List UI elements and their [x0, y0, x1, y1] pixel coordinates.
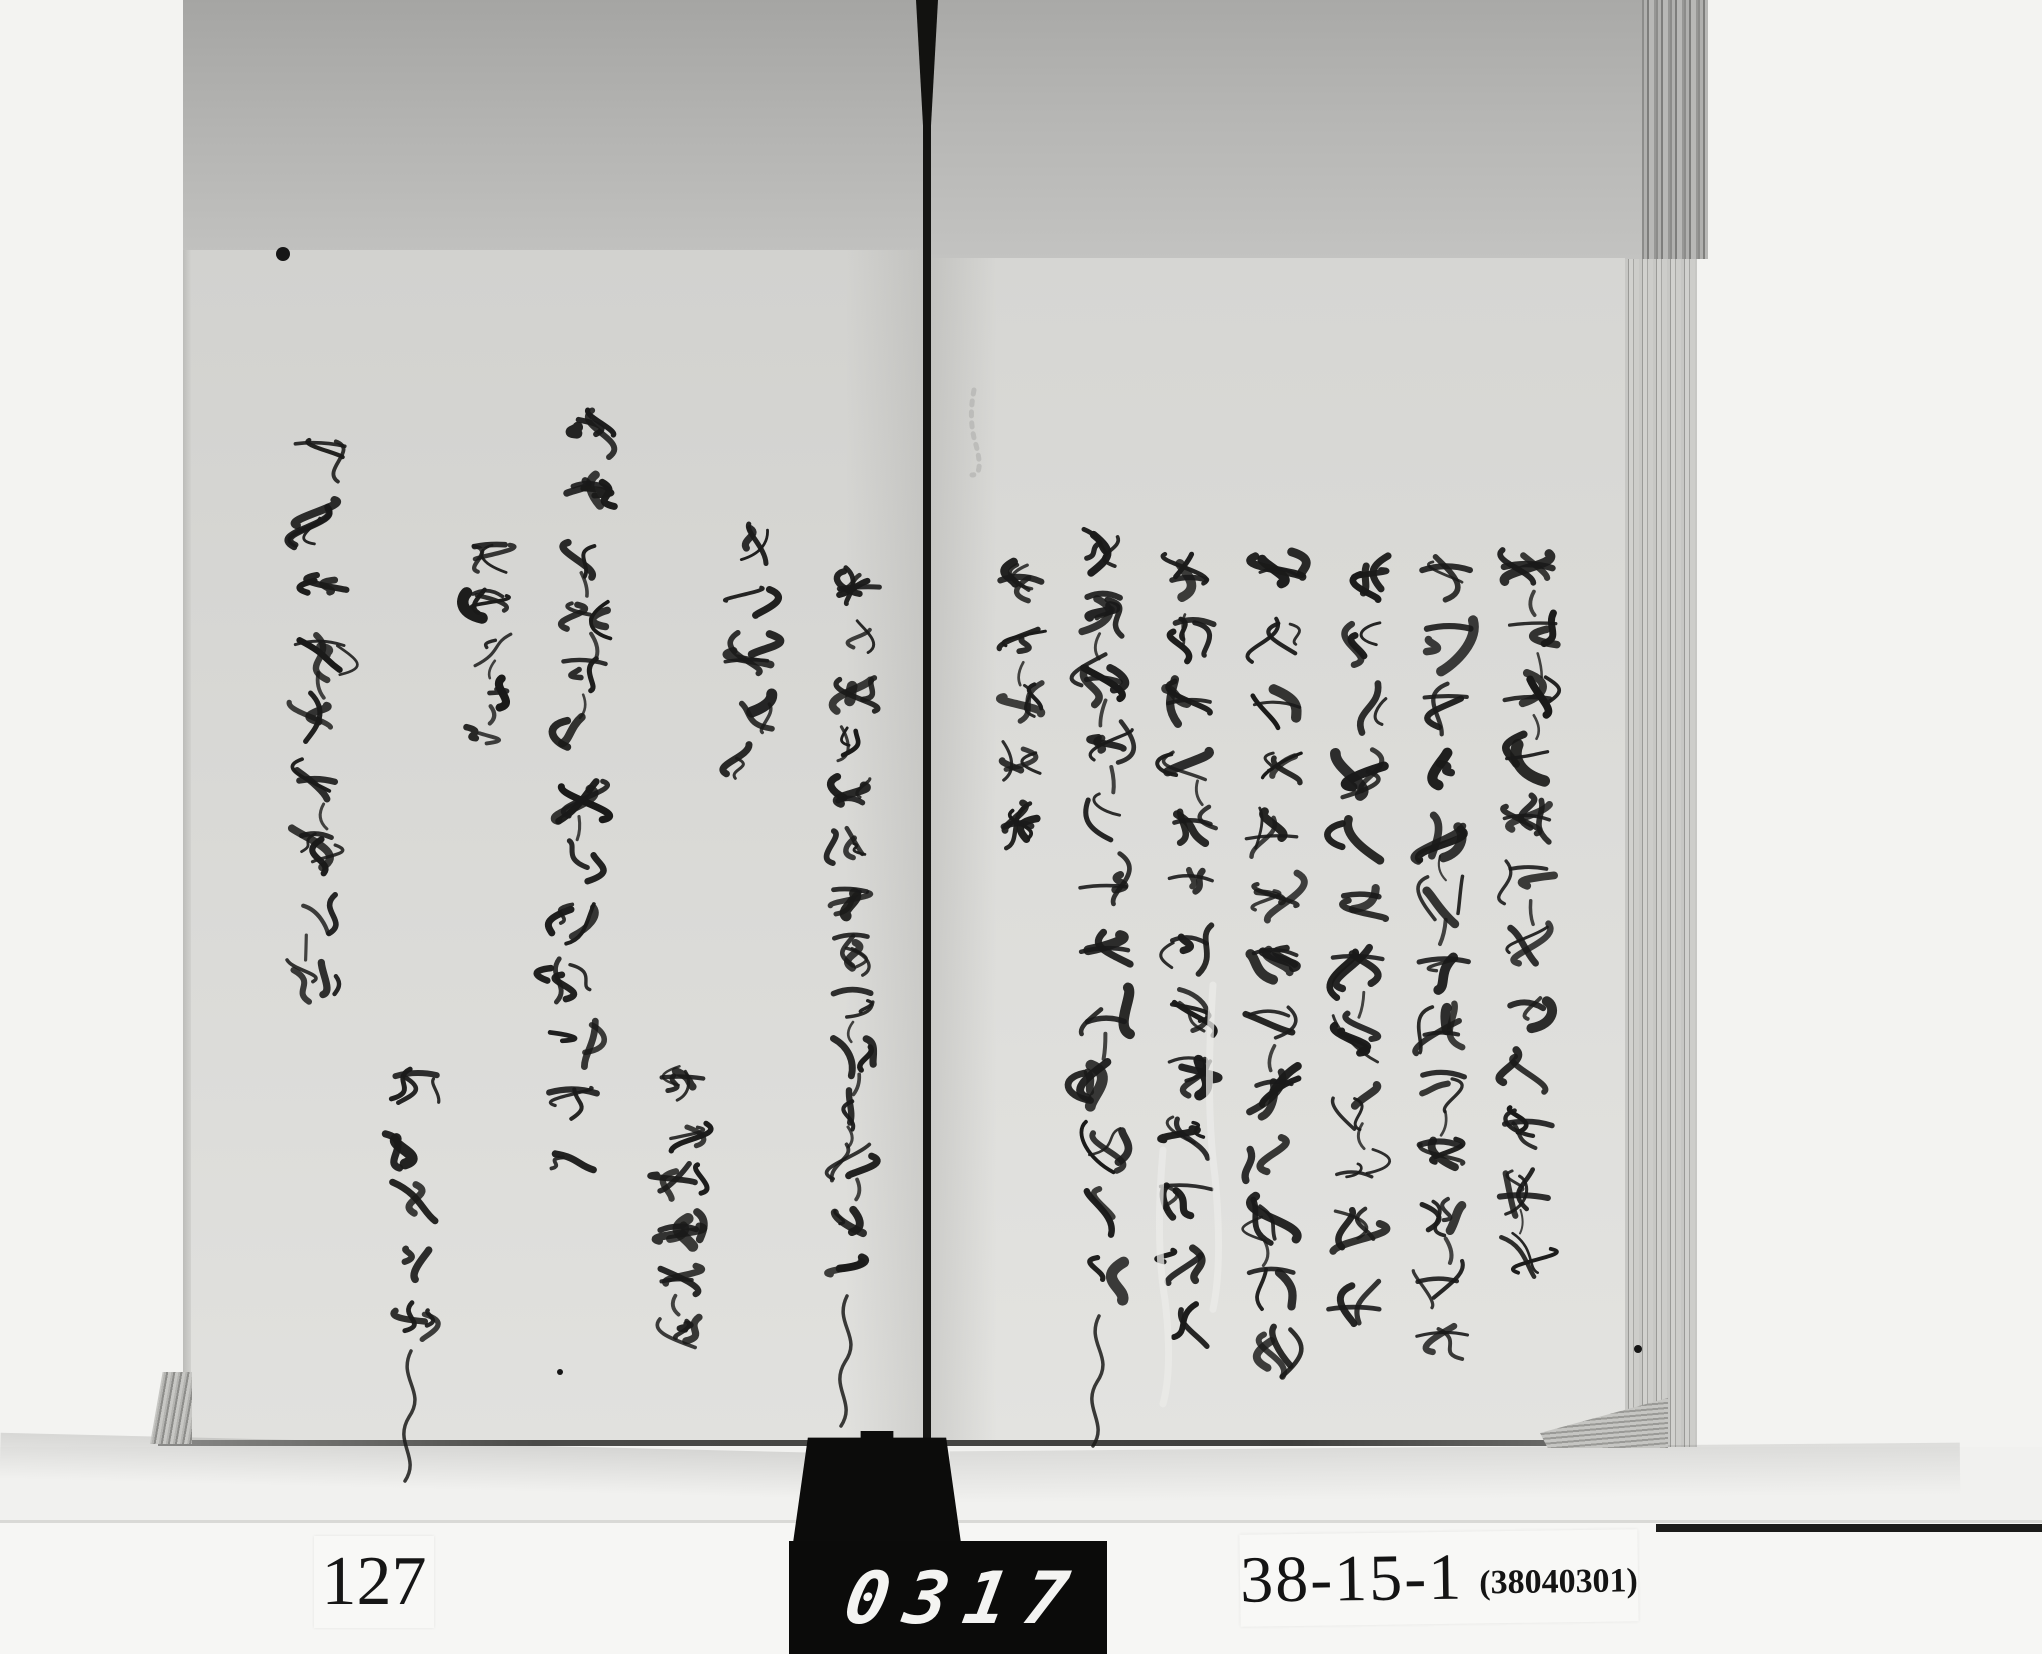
reference-call-number: 38-15-1	[1239, 1540, 1464, 1617]
ink-spot	[1634, 1345, 1642, 1353]
page-number-value: 127	[321, 1543, 427, 1620]
calligraphy-column	[827, 568, 880, 1426]
calligraphy-column	[723, 524, 781, 778]
calligraphy-column	[463, 544, 515, 743]
frame-counter-digits: 0317	[838, 1555, 1092, 1640]
calligraphy-column	[1157, 554, 1219, 1346]
reference-sub-number: (38040301)	[1478, 1562, 1639, 1602]
calligraphy-column	[1068, 529, 1134, 1446]
calligraphy-column	[999, 562, 1045, 848]
calligraphy-column	[1243, 552, 1307, 1377]
calligraphy-column	[1499, 550, 1560, 1277]
calligraphy-column	[650, 1066, 711, 1347]
ink-spot	[276, 247, 290, 261]
calligraphy-column	[385, 1069, 438, 1481]
calligraphy-column	[287, 440, 357, 1002]
calligraphy-column	[1327, 556, 1389, 1324]
calligraphy-column	[1413, 557, 1474, 1359]
calligraphy-column	[537, 410, 615, 1170]
ink-spot	[557, 1369, 563, 1375]
